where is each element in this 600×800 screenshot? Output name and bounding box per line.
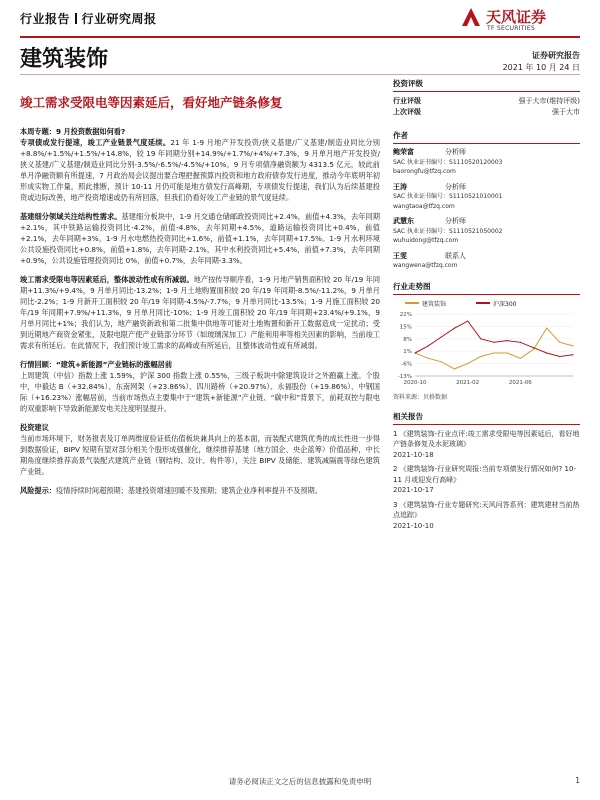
industry-rating-value: 强于大市(维持评级) [518, 97, 580, 105]
main-body [20, 126, 380, 504]
y-tick-label: 22% [399, 311, 412, 318]
y-tick-label: 15% [399, 323, 412, 330]
data-point [546, 327, 547, 328]
paragraph-1-lead: 专项债或发行提速，竣工产业链景气度延续。 [20, 138, 171, 147]
legend-item [405, 299, 446, 308]
author-name: 鲍荣富 [393, 148, 414, 156]
brand-name-cn: 天风证券 [486, 8, 547, 26]
data-point [546, 352, 547, 353]
data-point [507, 339, 508, 340]
brand-logo [460, 5, 580, 35]
author-role: 联系人 [445, 251, 466, 260]
paragraph-2 [20, 211, 380, 266]
author-sac: SAC 执业证书编号：S1110521050002 [393, 227, 503, 235]
data-point [572, 345, 573, 346]
author-heading: 作者 [393, 130, 580, 144]
data-point [520, 357, 521, 358]
y-tick-label: 8% [403, 336, 412, 343]
market-review-heading: 行情回顾：“建筑+新能源”产业链标的涨幅居前 [20, 360, 173, 369]
report-category: 行业报告 [20, 12, 71, 26]
related-report-item[interactable] [393, 464, 580, 496]
data-point [559, 355, 560, 356]
paragraph-3 [20, 274, 380, 351]
y-tick-label: -13% [397, 373, 412, 380]
data-point [520, 341, 521, 342]
related-report-title[interactable]: 2 《建筑装饰-行业研究周报:当前专项债发行情况如何? 10-11 月或迎发行高峰》 [393, 465, 576, 484]
trend-heading: 行业走势图 [393, 281, 580, 295]
author-sac: SAC 执业证书编号：S1110520120003 [393, 158, 503, 166]
author-role: 分析师 [445, 182, 466, 191]
author-email[interactable]: wangtaoa@tfzq.com [393, 202, 455, 210]
legend-label: 建筑装饰 [422, 300, 447, 308]
weekly-topic-heading: 本周专题：9 月投资数据如何看? [20, 127, 126, 136]
author-item [393, 217, 580, 246]
related-report-date: 2021-10-17 [393, 486, 434, 494]
tf-logo-icon [460, 6, 482, 28]
legend-swatch [405, 302, 419, 304]
legend-swatch [476, 302, 490, 304]
data-point [493, 341, 494, 342]
report-title: 竣工需求受限电等因素延后，看好地产链条修复 [20, 95, 283, 110]
related-report-item[interactable] [393, 429, 580, 461]
legend-item [476, 299, 516, 308]
data-point [533, 347, 534, 348]
risk-paragraph [20, 485, 380, 496]
footer-disclaimer: 请务必阅读正文之后的信息披露和免责申明 [228, 777, 372, 786]
author-sac: SAC 执业证书编号：S1110521010001 [393, 193, 503, 200]
author-item [393, 183, 580, 212]
investment-advice-text: 当前市场环境下，财务报表及订单两维度验证低估值板块兼具向上的基本面，而装配式建筑优秀的成长性进一步得到数据验证，BIPV 短期有望对部分相关个股形成强催化，继续推荐基建（地方国企、央企蓝筹）价值品种，中长期角度继续推荐高景气装配式建筑产业链（钢结构、设计、构件等），关注 BIPV 及储能、建筑减隔震等绿色建筑产业链。 [20, 434, 380, 476]
paragraph-5 [20, 422, 380, 477]
related-heading: 相关报告 [393, 411, 580, 425]
y-tick-label: 1% [403, 348, 412, 355]
paragraph-1-text: 21 年 1-9 月地产开发投资/狭义基建/广义基建/制造业同比分别+8.8%/+1.5%/+1.5%/+14.8%，较 19 年同期分别+14.9%/+1.7%/+4%/+7.3%，9 月单月地产开发投资/狭义基建/广义基建/制造业同比分别-3.5%/-6.5%/-4.5%/+10%。9 月专项债净融资额为 4313.5 亿元，较此前单月净融资额有所提速，7 月政治局会议提出要合理把握预算内投资和地方政府债券发行进度，推动今年底明年初形成实物工作量，照此推断，预计 10-11 月仍可能是地方债发行高峰期，专项债发行提速，我们认为后续基建投资或边际改善，地产投资增速或仍有所回落，但我们仍看好竣工产业链的景气度延续。 [20, 138, 380, 202]
paragraph-3-lead: 竣工需求受限电等因素延后，整体波动性或有所减弱。 [20, 275, 194, 284]
data-point [441, 361, 442, 362]
prev-rating-value: 强于大市 [552, 108, 580, 116]
data-point [493, 352, 494, 353]
legend-label: 沪深300 [493, 300, 517, 308]
sidebar [393, 78, 580, 535]
report-subcategory: 行业研究周报 [81, 12, 157, 26]
data-point [572, 354, 573, 355]
prev-rating-label: 上次评级 [393, 108, 421, 116]
author-email[interactable]: wangwena@tfzq.com [393, 262, 458, 269]
report-type: 证券研究报告 [532, 51, 580, 60]
related-report-date: 2021-10-18 [393, 450, 434, 459]
data-point [467, 363, 468, 364]
chart-legend [405, 299, 580, 308]
related-report-date: 2021-10-10 [393, 521, 434, 530]
data-point [428, 357, 429, 358]
paragraph-2-text: 基建细分板块中，1-9 月交通仓储邮政投资同比+2.4%，前值+4.3%，去年同期+2.1%，其中铁路运输投资同比-4.2%，前值-4.8%，去年同期+4.5%，道路运输投资同比+0.4%，前值+2.1%，去年同期+3%。1-9 月水电燃热投资同比+1.6%，前值+1.1%，去年同期+17.5%。1-9 月水利环境公共设施投资同比+0.8%，前值+1.8%，去年同期-2.1%，其中水利投资同比+5.4%，前值+7.3%，去年同期+0.9%，公共设施管理投资同比 0%，前值+0.7%，去年同期-3.3%。 [20, 212, 380, 265]
data-point [454, 368, 455, 369]
paragraph-2-lead: 基建细分领域关注结构性需求。 [20, 212, 122, 221]
data-point [533, 348, 534, 349]
paragraph-3-text: 地产按传导顺序看，1-9 月地产销售面积较 20 年/19 年同期+11.3%/+9.4%，9 月单月同比-13.2%；1-9 月土地购置面积较 20 年/19 年同期-8.5%/-11.2%，9 月单月同比-2.2%；1-9 月新开工面积较 20 年/19 年同期-4.5%/-7.7%，9 月单月同比-13.5%；1-9 月施工面积较 20 年/19 年同期+7.9%/+11.3%，9 月单月同比-10%；1-9 月竣工面积较 20 年/19 年同期+23.4%/+9.1%，9 月单月同比+1%；我们认为，地产融资新政和第二批集中供地等可能对土地购置和新开工数据造成一定扰动；受到近期地产商资金紧张，及限电限产使产业链部分环节（如玻璃深加工）产能利用率等相关因素的影响，当前竣工需求有所延后。在此情况下，我们预计竣工需求的高峰或有所延后，且整体波动性或有所减弱。 [20, 275, 381, 350]
author-item [393, 148, 580, 177]
data-point [454, 327, 455, 328]
author-name: 王涛 [393, 182, 407, 191]
header-separator [75, 13, 77, 24]
series-line [415, 328, 573, 369]
brand-name-en: TF SECURITIES [487, 25, 536, 32]
data-point [441, 336, 442, 337]
industry-rating-row [393, 96, 580, 107]
trend-chart-svg [393, 310, 580, 390]
risk-text: 疫情持续时间超预期；基建投资增速回暖不及预期；建筑企业净利率提升不及预期。 [55, 486, 322, 495]
x-tick-label: 2021-06 [508, 379, 532, 386]
report-date: 2021 年 10 月 24 日 [502, 63, 580, 72]
data-point [507, 352, 508, 353]
rating-heading: 投资评级 [393, 78, 580, 92]
title-rule [20, 74, 580, 75]
author-role: 分析师 [445, 148, 466, 156]
trend-chart [393, 310, 580, 390]
related-report-title[interactable]: 1 《建筑装饰-行业点评:竣工需求受限电等因素延后，看好地产链条修复及水泥玻璃》 [393, 429, 580, 448]
author-item [393, 252, 580, 271]
paragraph-1 [20, 137, 380, 203]
related-report-title[interactable]: 3 《建筑装饰-行业专题研究:天风问答系列：建筑建材当前热点追踪》 [393, 500, 580, 519]
author-role: 分析师 [445, 217, 466, 225]
chart-source: 资料来源：贝格数据 [393, 393, 448, 401]
x-tick-label: 2020-10 [403, 379, 427, 386]
risk-heading: 风险提示： [20, 486, 56, 495]
industry-rating-label: 行业评级 [393, 97, 421, 105]
paragraph-4 [20, 359, 380, 414]
report-header [20, 10, 157, 27]
author-name: 武慧东 [393, 217, 414, 225]
data-point [480, 338, 481, 339]
prev-rating-row [393, 107, 580, 118]
author-email[interactable]: wuhuidong@tfzq.com [393, 237, 459, 244]
investment-advice-heading: 投资建议 [20, 423, 49, 432]
data-point [559, 341, 560, 342]
data-point [480, 355, 481, 356]
page-number: 1 [575, 776, 580, 785]
data-point [428, 345, 429, 346]
data-point [414, 352, 415, 353]
sector-title: 建筑装饰 [20, 47, 109, 72]
y-tick-label: -6% [401, 361, 412, 368]
x-tick-label: 2021-02 [456, 379, 480, 386]
data-point [467, 320, 468, 321]
header-rule [20, 36, 580, 38]
author-email[interactable]: baorongfu@tfzq.com [393, 168, 456, 175]
related-report-item[interactable] [393, 500, 580, 532]
market-review-text: 上周建筑（中信）指数上涨 1.59%，沪深 300 指数上涨 0.55%，三级子板块中除建筑设计之外跑赢上涨。个股中，中毅达 B（+32.84%）、东南网架（+23.86%）、四川路桥（+20.97%）、永福股份（+19.86%）、中钢国际（+16.23%）涨幅居前，当前市场热点主要集中于“建筑+新能源”产业链、“碳中和”背景下，前耗双控与限电的双重影响下导致新能源发电关注度明显提升。 [20, 371, 380, 413]
author-name: 王雯 [393, 251, 407, 260]
